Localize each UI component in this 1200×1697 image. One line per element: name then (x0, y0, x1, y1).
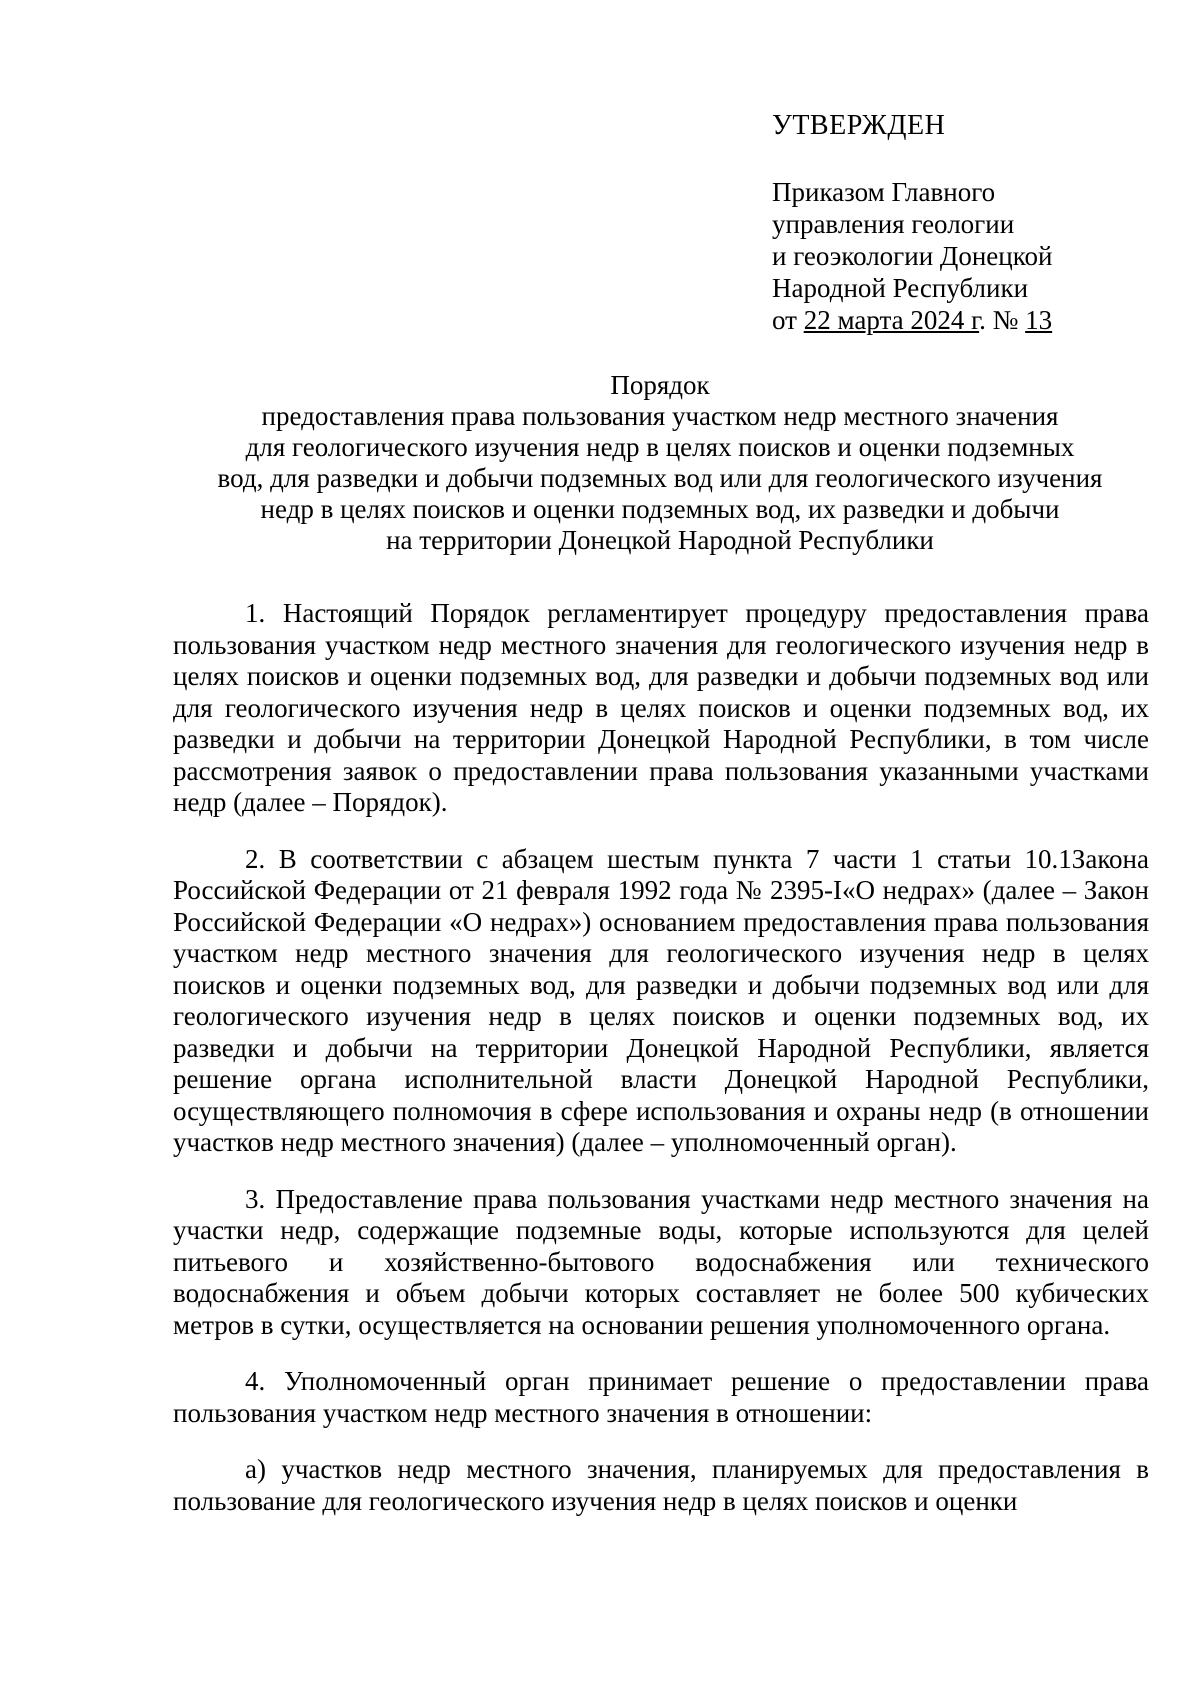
paragraph-1: 1. Настоящий Порядок регламентирует процедуру предоставления права пользования участком недр местного значения для геологического изучения недр в целях поисков и оценки подземных вод, для разведки и добычи подземных вод или для геологического изучения недр в целях поисков и оценки подземных вод, их разведки и добычи на территории Донецкой Народной Республики, в том числе рассмотрения заявок о предоставлении права пользования указанными участками недр (далее – Порядок). (173, 598, 1149, 817)
document-body (173, 598, 1149, 1517)
paragraph-4a: а) участков недр местного значения, планируемых для предоставления в пользование для геологического изучения недр в целях поисков и оценки (173, 1454, 1149, 1516)
paragraph-4: 4. Уполномоченный орган принимает решение о предоставлении права пользования участком недр местного значения в отношении: (173, 1366, 1149, 1428)
title-line: Порядок (610, 370, 710, 400)
paragraph-2: 2. В соответствии с абзацем шестым пункта 7 части 1 статьи 10.1Закона Российской Федерации от 21 февраля 1992 года № 2395-I«О недрах» (далее – Закон Российской Федерации «О недрах») основанием предоставления права пользования участком недр местного значения для геологического изучения недр в целях поисков и оценки подземных вод, для разведки и добычи подземных вод или для геологического изучения недр в целях поисков и оценки подземных вод, их разведки и добычи на территории Донецкой Народной Республики, является решение органа исполнительной власти Донецкой Народной Республики, осуществляющего полномочия в сфере использования и охраны недр (в отношении участков недр местного значения) (далее – уполномоченный орган). (173, 843, 1149, 1157)
approval-block (772, 110, 1172, 336)
title-line: предоставления права пользования участком недр местного значения (261, 401, 1059, 431)
title-line: вод, для разведки и добычи подземных вод или для геологического изучения (217, 463, 1103, 493)
order-date: 22 марта 2024 г (803, 305, 980, 335)
approval-line: Народной Республики (772, 273, 1029, 303)
approval-date-line (772, 304, 1172, 336)
paragraph-3: 3. Предоставление права пользования участками недр местного значения на участки недр, содержащие подземные воды, которые используются для целей питьевого и хозяйственно-бытового водоснабжения или технического водоснабжения и объем добычи которых составляет не более 500 кубических метров в сутки, осуществляется на основании решения уполномоченного органа. (173, 1183, 1149, 1340)
title-line: для геологического изучения недр в целях поисков и оценки подземных (245, 432, 1075, 462)
title-line: недр в целях поисков и оценки подземных вод, их разведки и добычи (260, 494, 1060, 524)
title-line: на территории Донецкой Народной Республики (386, 525, 934, 555)
document-title (150, 370, 1170, 556)
approval-line: управления геологии (772, 209, 1015, 239)
approval-line: и геоэкологии Донецкой (772, 241, 1053, 271)
approval-line: Приказом Главного (772, 177, 996, 207)
approval-stamp: УТВЕРЖДЕН (772, 110, 946, 141)
date-prefix: от (772, 305, 804, 335)
order-number: 13 (1025, 305, 1053, 335)
date-suffix: . № (979, 305, 1026, 335)
